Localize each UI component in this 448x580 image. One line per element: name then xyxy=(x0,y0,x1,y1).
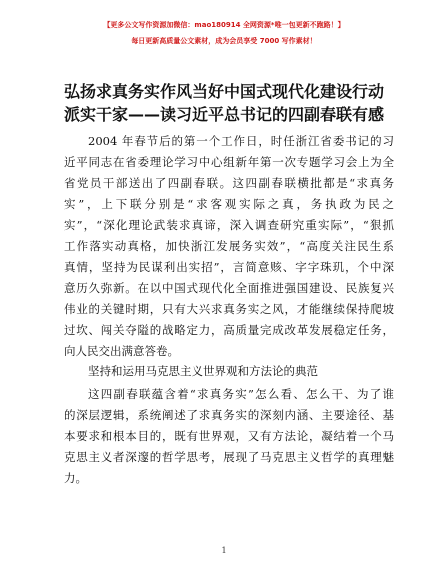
paragraph-line: 真情，坚持为民谋利出实招”，言简意赅、字字珠玑，个中深 xyxy=(64,260,394,274)
paragraph-line: 过坎、闯关夺隘的战略定力，高质量完成改革发展稳定任务， xyxy=(64,323,394,337)
title-line-2: 派实干家——读习近平总书记的四副春联有感 xyxy=(63,105,384,124)
section-heading: 坚持和运用马克思主义世界观和方法论的典范 xyxy=(88,364,318,378)
page-number: 1 xyxy=(221,546,227,555)
paragraph-line: 实”，“深化理论武装求真谛，深入调查研究重实际”，“狠抓 xyxy=(64,218,394,232)
paragraph-intro xyxy=(64,131,394,362)
document-title xyxy=(40,80,408,126)
paragraph-line: 省党员干部送出了四副春联。这四副春联横批都是“求真务 xyxy=(64,176,394,190)
paragraph-line: 这四副春联蕴含着“求真务实”怎么看、怎么干、为了谁 xyxy=(88,387,394,401)
paragraph-line: 意历久弥新。在以中国式现代化全面推进强国建设、民族复兴 xyxy=(64,281,394,295)
paragraph-line: 工作落实动真格，加快浙江发展务实效”，“高度关注民生系 xyxy=(64,239,394,253)
paragraph-line: 实”，上下联分别是“求客观实际之真，务执政为民之 xyxy=(64,197,394,211)
paragraph-line: 力。 xyxy=(64,471,87,485)
paragraph-line: 近平同志在省委理论学习中心组新年第一次专题学习会上为全 xyxy=(64,155,394,169)
promo-banner-line-2: 每日更新高质量公文素材，成为会员享受 7000 写作素材！ xyxy=(131,37,317,45)
paragraph-line: 伟业的关键时期，只有大兴求真务实之风，才能继续保持爬坡 xyxy=(64,302,394,316)
paragraph-line: 向人民交出满意答卷。 xyxy=(64,344,179,358)
paragraph-line: 的深层逻辑，系统阐述了求真务实的深刻内涵、主要途径、基 xyxy=(64,408,394,422)
promo-banner-line-1: 【更多公文写作资源加微信：mao180914 全网资源*唯一包更新不跑路！】 xyxy=(103,21,345,29)
paragraph-line: 本要求和根本目的，既有世界观，又有方法论，凝结着一个马 xyxy=(64,429,394,443)
paragraph-line: 克思主义者深邃的哲学思考，展现了马克思主义哲学的真理魅 xyxy=(64,450,394,464)
paragraph-line: 2004 年春节后的第一个工作日，时任浙江省委书记的习 xyxy=(88,134,394,148)
paragraph-section-1 xyxy=(64,384,394,489)
title-line-1: 弘扬求真务实作风当好中国式现代化建设行动 xyxy=(63,82,384,101)
